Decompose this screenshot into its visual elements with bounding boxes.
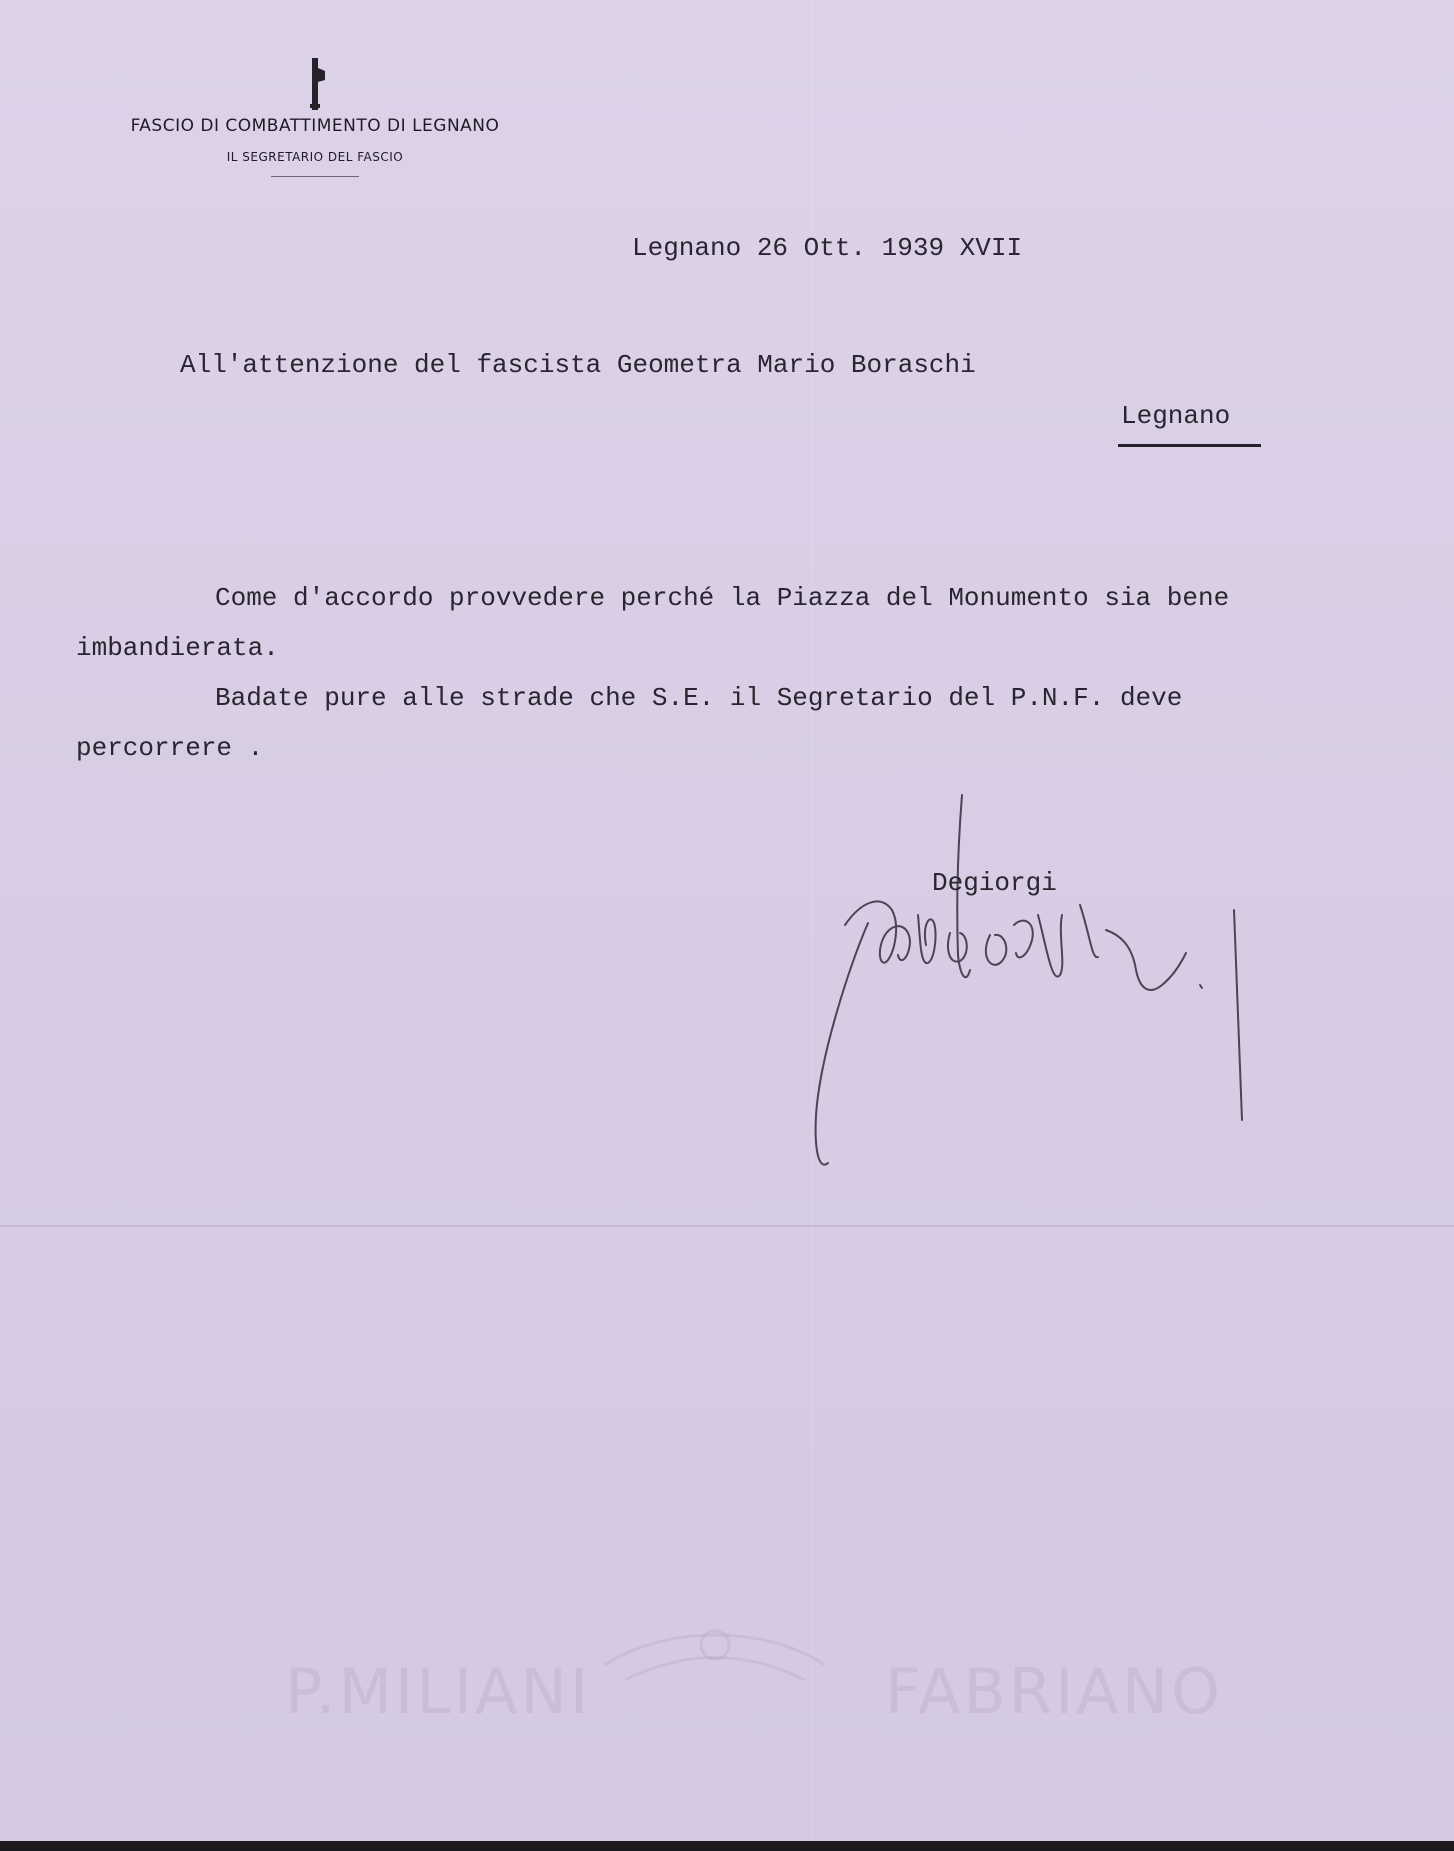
letter-addressee: All'attenzione del fascista Geometra Mario Boraschi [180, 350, 976, 380]
fasces-icon [303, 58, 327, 110]
paper-watermark [285, 1655, 1245, 1755]
scan-edge [0, 1841, 1454, 1851]
letter-city: Legnano [1121, 401, 1231, 431]
watermark-right: FABRIANO [885, 1655, 1223, 1728]
paragraph-1-line-1: Come d'accordo provvedere perché la Piazza del Monumento sia bene [215, 583, 1230, 613]
watermark-emblem-icon [585, 1605, 845, 1715]
letterhead-organization: FASCIO DI COMBATTIMENTO DI LEGNANO [130, 116, 500, 136]
handwritten-signature [800, 785, 1300, 1175]
typed-signature: Degiorgi [932, 868, 1057, 898]
paragraph-2-line-1: Badate pure alle strade che S.E. il Segretario del P.N.F. deve [215, 683, 1183, 713]
letterhead-role: IL SEGRETARIO DEL FASCIO [226, 150, 404, 164]
paragraph-2-line-2: percorrere . [76, 733, 264, 763]
letter-date: Legnano 26 Ott. 1939 XVII [632, 233, 1023, 263]
letterhead [100, 58, 530, 177]
paragraph-1-line-2: imbandierata. [76, 633, 279, 663]
watermark-left: P.MILIANI [285, 1655, 592, 1728]
city-underline [1118, 444, 1261, 447]
letterhead-divider [271, 176, 359, 177]
paper-fold-line [0, 1225, 1454, 1227]
